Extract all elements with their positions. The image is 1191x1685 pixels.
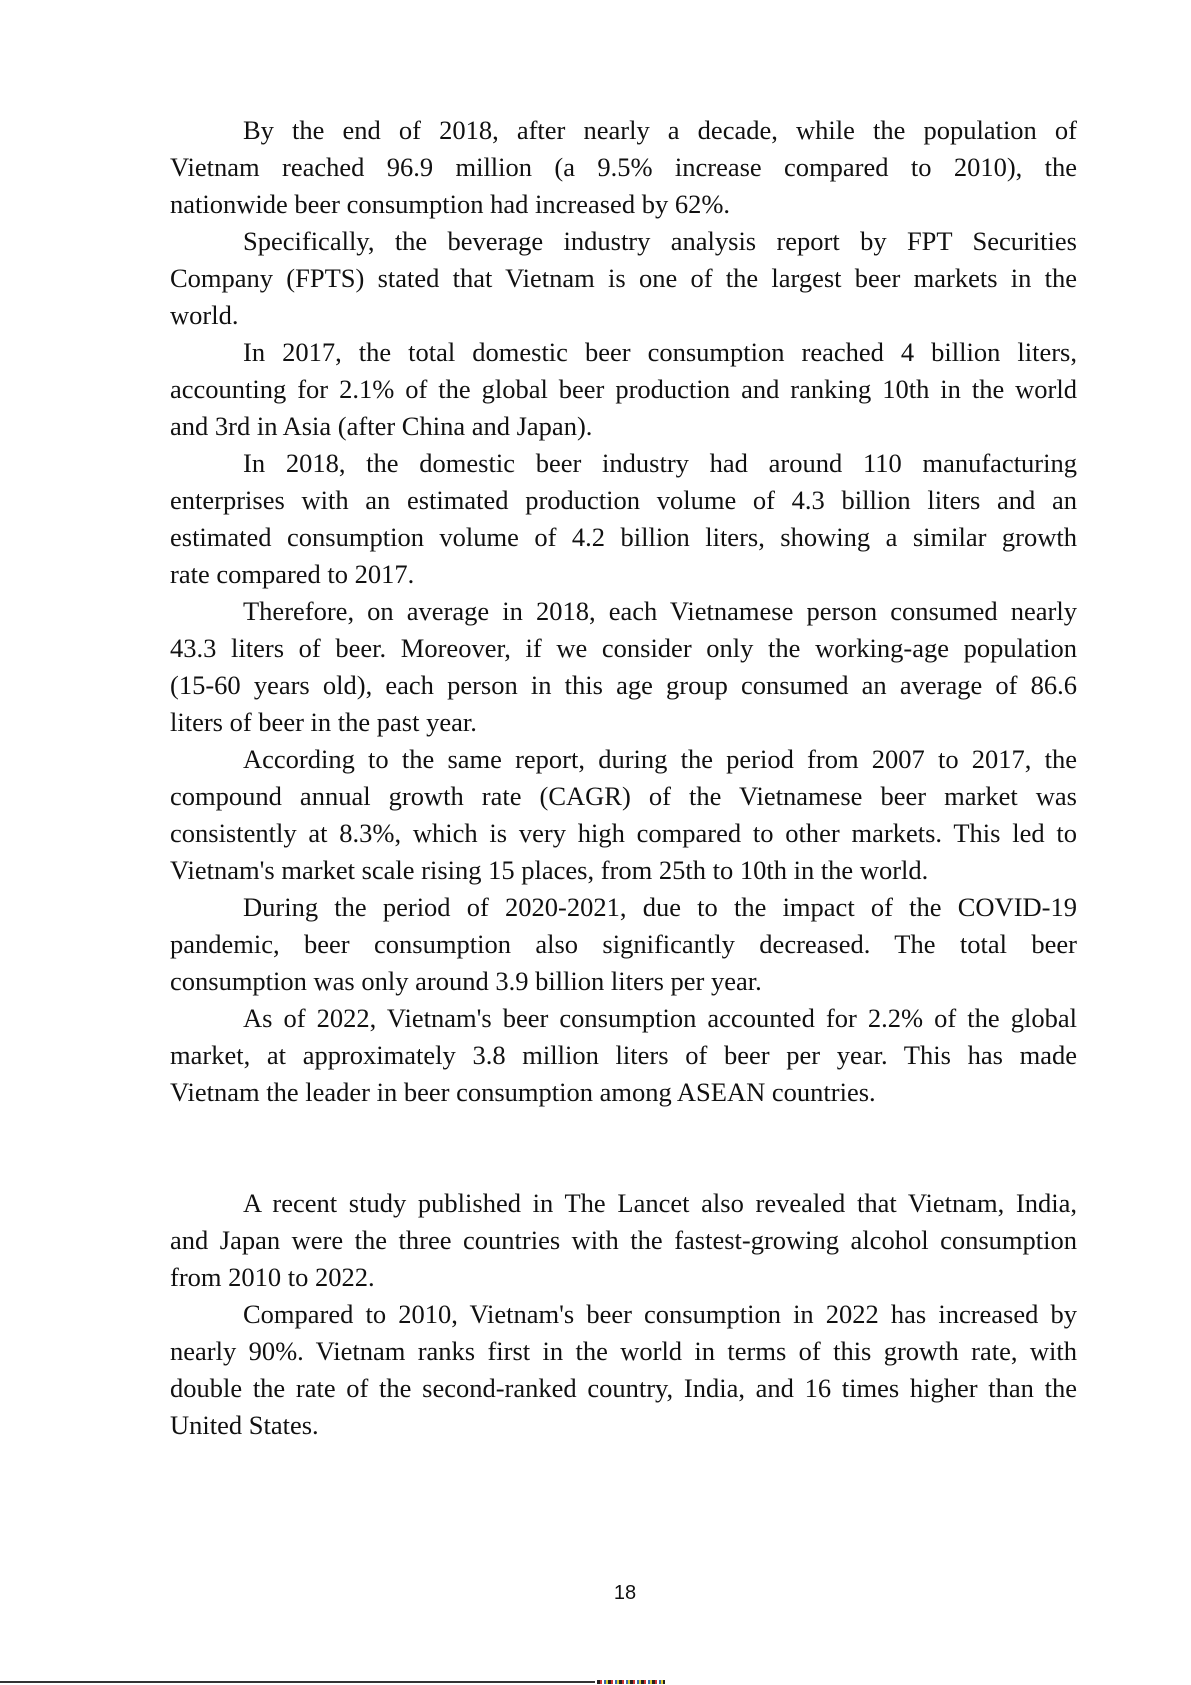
text-line: estimated consumption volume of 4.2 billion liters, showing a similar growth xyxy=(170,522,1077,552)
text-line: pandemic, beer consumption also significantly decreased. The total beer xyxy=(170,929,1077,959)
paragraph xyxy=(170,741,1077,889)
text-line: A recent study published in The Lancet also revealed that Vietnam, India, xyxy=(243,1188,1077,1218)
text-line: consistently at 8.3%, which is very high compared to other markets. This led to xyxy=(170,818,1077,848)
text-line: market, at approximately 3.8 million liters of beer per year. This has made xyxy=(170,1040,1077,1070)
paragraph xyxy=(170,1000,1077,1111)
text-line: Vietnam's market scale rising 15 places, from 25th to 10th in the world. xyxy=(170,855,929,885)
text-line: According to the same report, during the period from 2007 to 2017, the xyxy=(243,744,1077,774)
text-line: accounting for 2.1% of the global beer production and ranking 10th in the world xyxy=(170,374,1077,404)
paragraph xyxy=(170,334,1077,445)
text-line: Vietnam reached 96.9 million (a 9.5% increase compared to 2010), the xyxy=(170,152,1077,182)
text-line: 43.3 liters of beer. Moreover, if we consider only the working-age population xyxy=(170,633,1077,663)
text-line: Specifically, the beverage industry analysis report by FPT Securities xyxy=(243,226,1077,256)
paragraph xyxy=(170,889,1077,1000)
document-body xyxy=(170,112,1077,1444)
text-line: liters of beer in the past year. xyxy=(170,707,477,737)
text-line: Therefore, on average in 2018, each Vietnamese person consumed nearly xyxy=(243,596,1077,626)
paragraph xyxy=(170,593,1077,741)
text-line: (15-60 years old), each person in this age group consumed an average of 86.6 xyxy=(170,670,1077,700)
paragraph xyxy=(170,223,1077,334)
paragraph xyxy=(170,1296,1077,1444)
paragraph xyxy=(170,445,1077,593)
text-line: Company (FPTS) stated that Vietnam is one of the largest beer markets in the xyxy=(170,263,1077,293)
text-line: nationwide beer consumption had increased by 62%. xyxy=(170,189,731,219)
text-line: As of 2022, Vietnam's beer consumption accounted for 2.2% of the global xyxy=(243,1003,1077,1033)
bottom-rule xyxy=(0,1681,595,1683)
text-line: compound annual growth rate (CAGR) of the Vietnamese beer market was xyxy=(170,781,1077,811)
text-line: world. xyxy=(170,300,239,330)
text-line: Vietnam the leader in beer consumption among ASEAN countries. xyxy=(170,1077,876,1107)
text-line: During the period of 2020-2021, due to the impact of the COVID-19 xyxy=(243,892,1077,922)
paragraph xyxy=(170,1185,1077,1296)
text-line: double the rate of the second-ranked country, India, and 16 times higher than the xyxy=(170,1373,1077,1403)
page-number: 18 xyxy=(613,1582,637,1604)
text-line: nearly 90%. Vietnam ranks first in the world in terms of this growth rate, with xyxy=(170,1336,1077,1366)
text-line: In 2018, the domestic beer industry had around 110 manufacturing xyxy=(243,448,1077,478)
text-line: In 2017, the total domestic beer consumption reached 4 billion liters, xyxy=(243,337,1077,367)
text-line: rate compared to 2017. xyxy=(170,559,415,589)
scan-artifact xyxy=(597,1680,665,1684)
text-line: from 2010 to 2022. xyxy=(170,1262,375,1292)
text-line: Compared to 2010, Vietnam's beer consumption in 2022 has increased by xyxy=(243,1299,1077,1329)
text-line: and 3rd in Asia (after China and Japan). xyxy=(170,411,593,441)
paragraph xyxy=(170,112,1077,223)
text-line: enterprises with an estimated production volume of 4.3 billion liters and an xyxy=(170,485,1077,515)
text-line: United States. xyxy=(170,1410,319,1440)
text-line: and Japan were the three countries with the fastest-growing alcohol consumption xyxy=(170,1225,1077,1255)
text-line: consumption was only around 3.9 billion liters per year. xyxy=(170,966,762,996)
text-line: By the end of 2018, after nearly a decade, while the population of xyxy=(243,115,1077,145)
